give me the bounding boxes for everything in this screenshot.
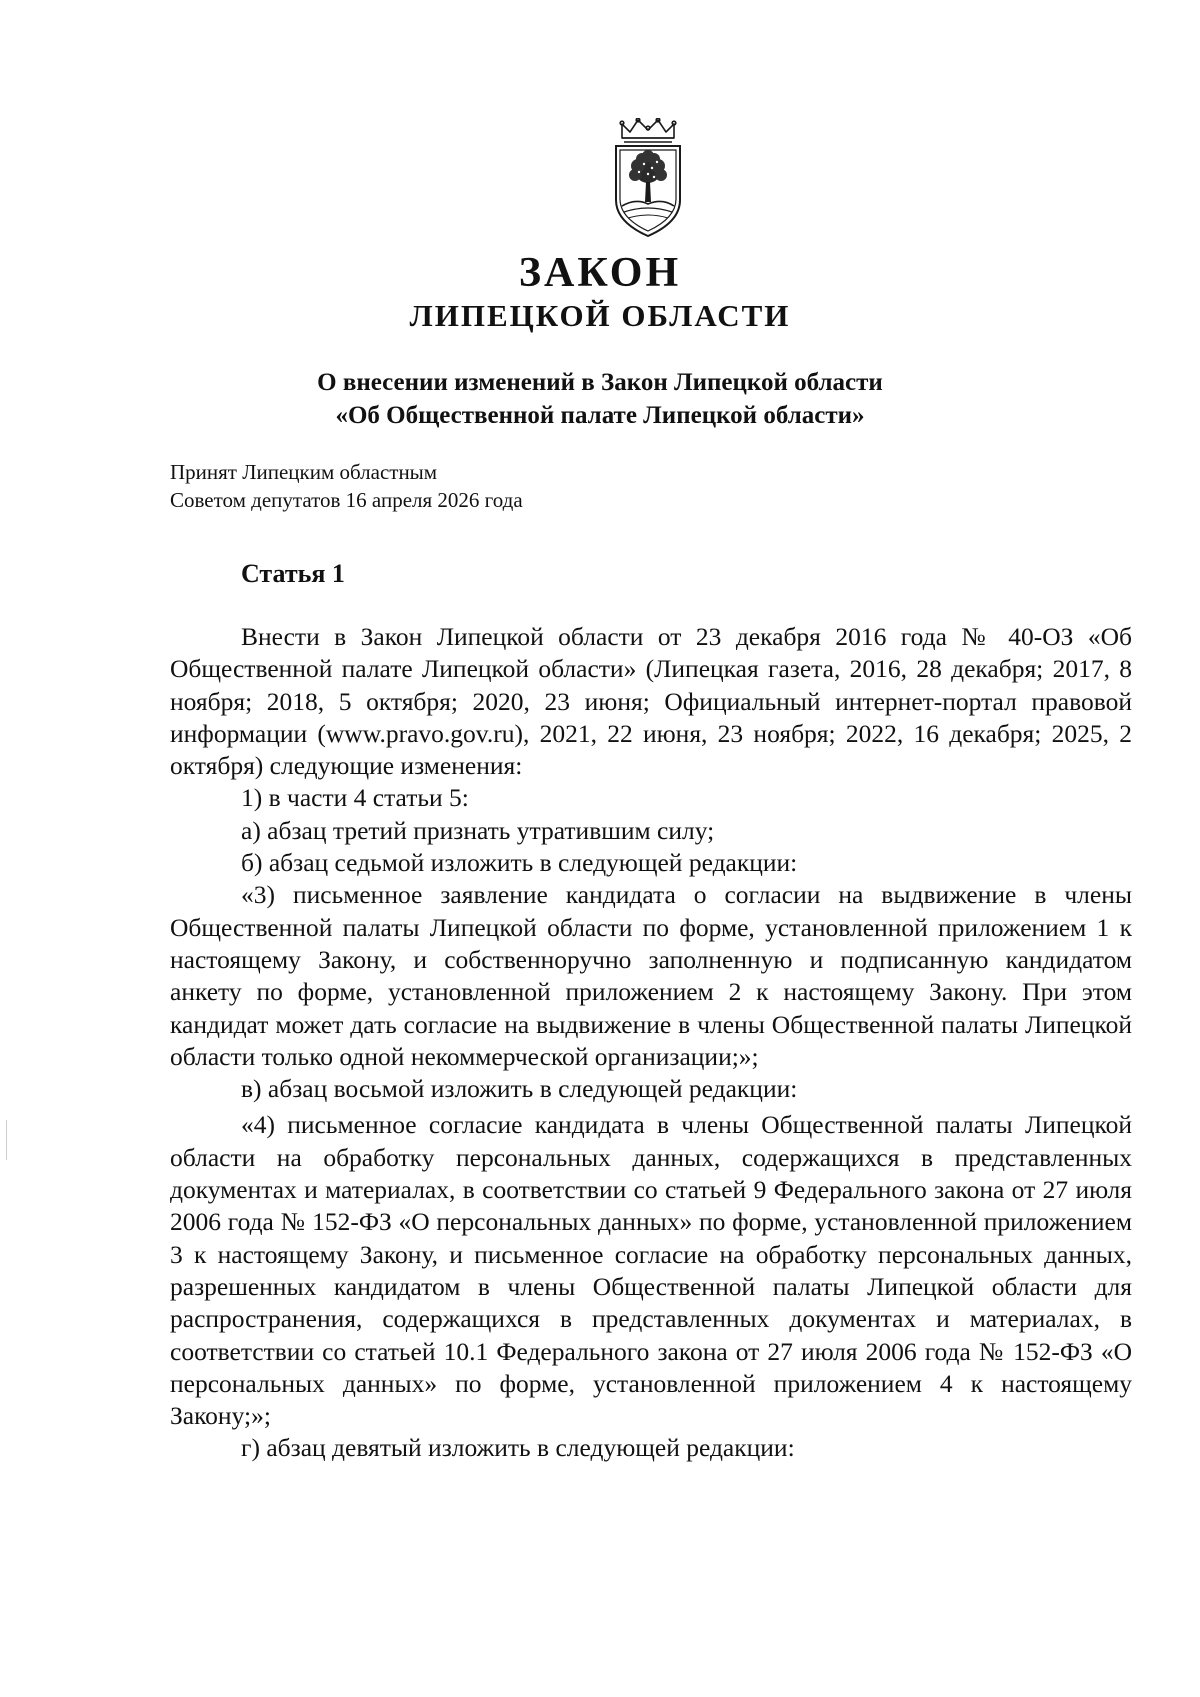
article-body (170, 621, 1132, 1465)
paragraph: «4) письменное согласие кандидата в члены Общественной палаты Липецкой области на обработку персональных данных, содержащихся в представленных документах и материалах, в соответствии со статьей 9 Федерального закона от 27 июля 2006 года № 152-ФЗ «О персональных данных» по форме, установленной приложением 3 к настоящему Закону, и письменное согласие на обработку персональных данных, разрешенных кандидатом в члены Общественной палаты Липецкой области для распространения, содержащихся в представленных документах и материалах, в соответствии со статьей 10.1 Федерального закона от 27 июля 2006 года № 152-ФЗ «О персональных данных» по форме, установленной приложением 4 к настоящему Закону;»; (170, 1110, 1132, 1431)
document-subtitle: ЛИПЕЦКОЙ ОБЛАСТИ (409, 298, 791, 333)
paragraph: а) абзац третий признать утратившим силу; (241, 815, 715, 845)
scan-margin-mark (6, 1120, 7, 1160)
subject-line: О внесении изменений в Закон Липецкой области (317, 369, 883, 396)
document-title: ЗАКОН (518, 250, 682, 296)
subject-line: «Об Общественной палате Липецкой области» (335, 402, 865, 429)
adoption-line: Принят Липецким областным (170, 460, 438, 484)
paragraph: б) абзац седьмой изложить в следующей редакции: (241, 848, 798, 878)
adoption-line: Советом депутатов 16 апреля 2026 года (170, 488, 523, 512)
paragraph: г) абзац девятый изложить в следующей редакции: (241, 1433, 795, 1463)
coat-of-arms-icon (608, 118, 688, 240)
paragraph: «3) письменное заявление кандидата о согласии на выдвижение в члены Общественной палаты Липецкой области по форме, установленной приложением 1 к настоящему Закону, и собственноручно заполненную и подписанную кандидатом анкету по форме, установленной приложением 2 к настоящему Закону. При этом кандидат может дать согласие на выдвижение в члены Общественной палаты Липецкой области только одной некоммерческой организации;»; (170, 880, 1132, 1071)
article-heading: Статья 1 (241, 559, 345, 588)
paragraph: 1) в части 4 статьи 5: (241, 783, 469, 813)
paragraph: Внести в Закон Липецкой области от 23 декабря 2016 года № 40-ОЗ «Об Общественной палате Липецкой области» (Липецкая газета, 2016, 28 декабря; 2017, 8 ноября; 2018, 5 октября; 2020, 23 июня; Официальный интернет-портал правовой информации (www.pravo.gov.ru), 2021, 22 июня, 23 ноября; 2022, 16 декабря; 2025, 2 октября) следующие изменения: (170, 622, 1132, 781)
law-subject (0, 366, 1200, 432)
adoption-note (170, 458, 523, 514)
paragraph: в) абзац восьмой изложить в следующей редакции: (241, 1074, 798, 1104)
